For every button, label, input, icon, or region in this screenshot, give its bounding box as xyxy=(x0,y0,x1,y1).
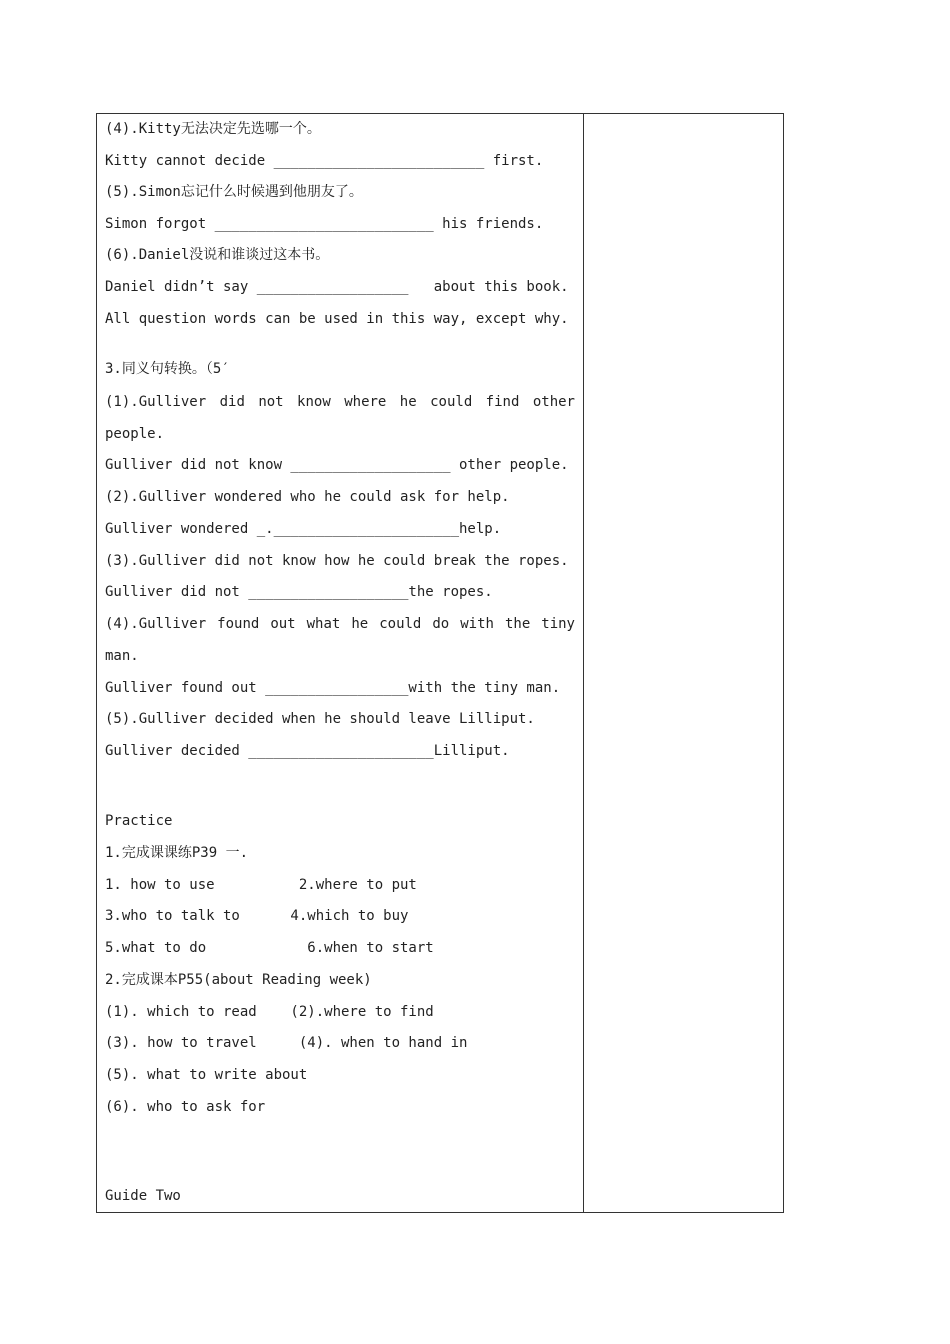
text-line: (1).Gulliver did not know where he could find other xyxy=(105,394,575,410)
text-line: 3.who to talk to 4.which to buy xyxy=(105,908,409,924)
text-line: Practice xyxy=(105,813,173,829)
text-line: (5). what to write about xyxy=(105,1067,308,1083)
worksheet-table xyxy=(96,113,784,1213)
text-line: (6).Daniel没说和谁谈过这本书。 xyxy=(105,247,330,263)
text-line: 2.完成课本P55(about Reading week) xyxy=(105,972,372,988)
text-line: (3). how to travel (4). when to hand in xyxy=(105,1035,468,1051)
text-line: Simon forgot __________________________ his friends. xyxy=(105,216,544,232)
text-line: Gulliver wondered _.______________________help. xyxy=(105,521,502,537)
text-line: Gulliver found out _________________with the tiny man. xyxy=(105,680,561,696)
text-line: (5).Gulliver decided when he should leave Lilliput. xyxy=(105,711,535,727)
text-line: (5).Simon忘记什么时候遇到他朋友了。 xyxy=(105,184,363,200)
text-line: 1. how to use 2.where to put xyxy=(105,877,417,893)
text-line: Kitty cannot decide _________________________ first. xyxy=(105,153,544,169)
text-line: (6). who to ask for xyxy=(105,1099,266,1115)
text-line: 3.同义句转换。（5′ xyxy=(105,361,230,377)
text-line: 1.完成课课练P39 一. xyxy=(105,845,249,861)
text-line: man. xyxy=(105,648,139,664)
text-line: (2).Gulliver wondered who he could ask for help. xyxy=(105,489,510,505)
text-line: Gulliver did not ___________________the ropes. xyxy=(105,584,493,600)
text-line: (4).Gulliver found out what he could do with the tiny xyxy=(105,616,575,632)
text-line: Gulliver decided ______________________Lilliput. xyxy=(105,743,510,759)
notes-column xyxy=(584,114,783,1212)
text-line: people. xyxy=(105,426,165,442)
text-line: Gulliver did not know ___________________ other people. xyxy=(105,457,569,473)
text-line: (3).Gulliver did not know how he could break the ropes. xyxy=(105,553,569,569)
text-line: 5.what to do 6.when to start xyxy=(105,940,434,956)
text-line: Daniel didn’t say __________________ about this book. xyxy=(105,279,569,295)
text-line: (4).Kitty无法决定先选哪一个。 xyxy=(105,121,321,137)
text-line: (1). which to read (2).where to find xyxy=(105,1004,434,1020)
text-line: All question words can be used in this way, except why. xyxy=(105,311,569,327)
text-line: Guide Two xyxy=(105,1188,181,1204)
